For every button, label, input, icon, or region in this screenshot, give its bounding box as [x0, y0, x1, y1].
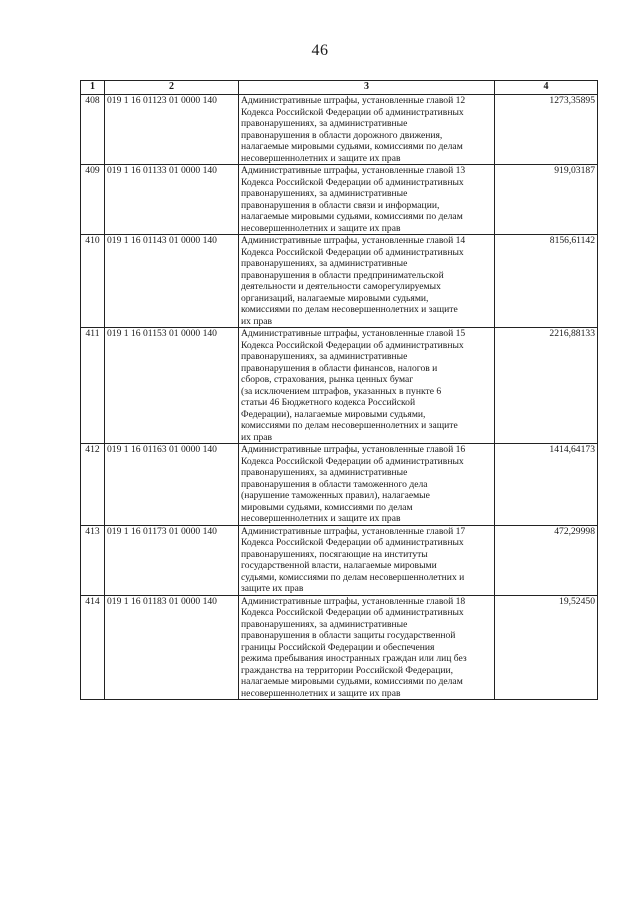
budget-code: 019 1 16 01123 01 0000 140 — [105, 95, 239, 165]
fine-description — [239, 235, 495, 328]
budget-code: 019 1 16 01133 01 0000 140 — [105, 165, 239, 235]
description-line: Административные штрафы, установленные главой 16 — [241, 444, 466, 455]
header-col-2: 2 — [105, 81, 239, 95]
fine-description — [239, 525, 495, 595]
table-row — [81, 165, 598, 235]
table-row — [81, 525, 598, 595]
header-col-1: 1 — [81, 81, 105, 95]
table-row — [81, 95, 598, 165]
amount-value: 1414,64173 — [495, 444, 598, 526]
description-line: режима пребывания иностранных граждан или лиц без — [241, 653, 467, 664]
description-line: (нарушение таможенных правил), налагаемые — [241, 490, 430, 501]
description-line: правонарушения в области предпринимательской — [241, 269, 444, 281]
table-row — [81, 235, 598, 328]
description-line: деятельности и деятельности саморегулируемых — [241, 281, 441, 292]
description-line: правонарушениях, посягающие на институты — [241, 548, 428, 560]
table-row — [81, 595, 598, 700]
row-number: 412 — [81, 444, 105, 526]
row-number: 409 — [81, 165, 105, 235]
description-line: организаций, налагаемые мировыми судьями, — [241, 292, 429, 304]
row-number: 410 — [81, 235, 105, 328]
description-line: мировыми судьями, комиссиями по делам — [241, 501, 413, 513]
description-line: комиссиями по делам несовершеннолетних и защите — [241, 420, 458, 431]
budget-code: 019 1 16 01173 01 0000 140 — [105, 525, 239, 595]
amount-value: 8156,61142 — [495, 235, 598, 328]
description-line: Кодекса Российской Федерации об административных — [241, 246, 464, 258]
description-line: Административные штрафы, установленные главой 14 — [241, 235, 466, 246]
description-line: Кодекса Российской Федерации об административных — [241, 607, 464, 618]
description-line: налагаемые мировыми судьями, комиссиями по делам — [241, 211, 463, 222]
description-line: правонарушениях, за административные — [241, 618, 408, 630]
description-line: Административные штрафы, установленные главой 12 — [241, 95, 466, 106]
description-line: защите их прав — [241, 583, 304, 594]
description-line: их прав — [241, 315, 273, 327]
description-line: несовершеннолетних и защите их прав — [241, 513, 401, 524]
amount-value: 19,52450 — [495, 595, 598, 700]
description-line: правонарушениях, за административные — [241, 258, 408, 269]
description-line: правонарушениях, за административные — [241, 467, 408, 478]
header-col-4: 4 — [495, 81, 598, 95]
description-line: государственной власти, налагаемые мировыми — [241, 560, 437, 571]
table-row — [81, 328, 598, 444]
budget-code: 019 1 16 01153 01 0000 140 — [105, 328, 239, 444]
row-number: 411 — [81, 328, 105, 444]
page-number: 46 — [311, 42, 329, 59]
row-number: 414 — [81, 595, 105, 700]
description-line: правонарушениях, за административные — [241, 188, 408, 199]
description-line: Федерации), налагаемые мировыми судьями, — [241, 408, 426, 420]
description-line: границы Российской Федерации и обеспечения — [241, 641, 435, 653]
fine-description — [239, 95, 495, 165]
description-line: Административные штрафы, установленные главой 17 — [241, 525, 466, 537]
description-line: Кодекса Российской Федерации об административных — [241, 455, 464, 467]
description-line: Кодекса Российской Федерации об административных — [241, 537, 464, 548]
amount-value: 919,03187 — [495, 165, 598, 235]
description-line: несовершеннолетних и защите их прав — [241, 222, 401, 234]
description-line: судьями, комиссиями по делам несовершеннолетних и — [241, 571, 465, 583]
description-line: налагаемые мировыми судьями, комиссиями по делам — [241, 676, 463, 687]
description-line: налагаемые мировыми судьями, комиссиями по делам — [241, 141, 463, 152]
description-line: правонарушения в области таможенного дела — [241, 478, 428, 490]
description-line: Кодекса Российской Федерации об административных — [241, 339, 464, 351]
description-line: правонарушениях, за административные — [241, 351, 408, 362]
amount-value: 1273,35895 — [495, 95, 598, 165]
description-line: сборов, страхования, рынка ценных бумаг — [241, 374, 414, 385]
budget-code: 019 1 16 01183 01 0000 140 — [105, 595, 239, 700]
description-line: правонарушения в области дорожного движения, — [241, 129, 443, 141]
table-row — [81, 444, 598, 526]
description-line: Административные штрафы, установленные главой 18 — [241, 595, 466, 607]
description-line: Кодекса Российской Федерации об административных — [241, 176, 464, 188]
description-line: Кодекса Российской Федерации об административных — [241, 106, 464, 118]
description-line: правонарушениях, за административные — [241, 118, 408, 129]
description-line: правонарушения в области защиты государственной — [241, 630, 456, 641]
fines-table — [80, 80, 598, 700]
description-line: несовершеннолетних и защите их прав — [241, 152, 401, 164]
row-number: 413 — [81, 525, 105, 595]
description-line: несовершеннолетних и защите их прав — [241, 687, 401, 699]
fine-description — [239, 595, 495, 700]
header-col-3: 3 — [239, 81, 495, 95]
description-line: правонарушения в области финансов, налогов и — [241, 362, 438, 374]
description-line: статьи 46 Бюджетного кодекса Российской — [241, 397, 416, 408]
amount-value: 472,29998 — [495, 525, 598, 595]
description-line: Административные штрафы, установленные главой 13 — [241, 165, 466, 176]
description-line: их прав — [241, 431, 273, 443]
row-number: 408 — [81, 95, 105, 165]
description-line: комиссиями по делам несовершеннолетних и защите — [241, 304, 458, 315]
description-line: правонарушения в области связи и информации, — [241, 199, 440, 211]
fine-description — [239, 444, 495, 526]
description-line: гражданства на территории Российской Федерации, — [241, 664, 454, 676]
table-body — [81, 95, 598, 700]
budget-code: 019 1 16 01143 01 0000 140 — [105, 235, 239, 328]
fine-description — [239, 328, 495, 444]
fine-description — [239, 165, 495, 235]
table-header-row — [81, 81, 598, 95]
amount-value: 2216,88133 — [495, 328, 598, 444]
description-line: (за исключением штрафов, указанных в пункте 6 — [241, 385, 442, 397]
description-line: Административные штрафы, установленные главой 15 — [241, 328, 466, 339]
budget-code: 019 1 16 01163 01 0000 140 — [105, 444, 239, 526]
